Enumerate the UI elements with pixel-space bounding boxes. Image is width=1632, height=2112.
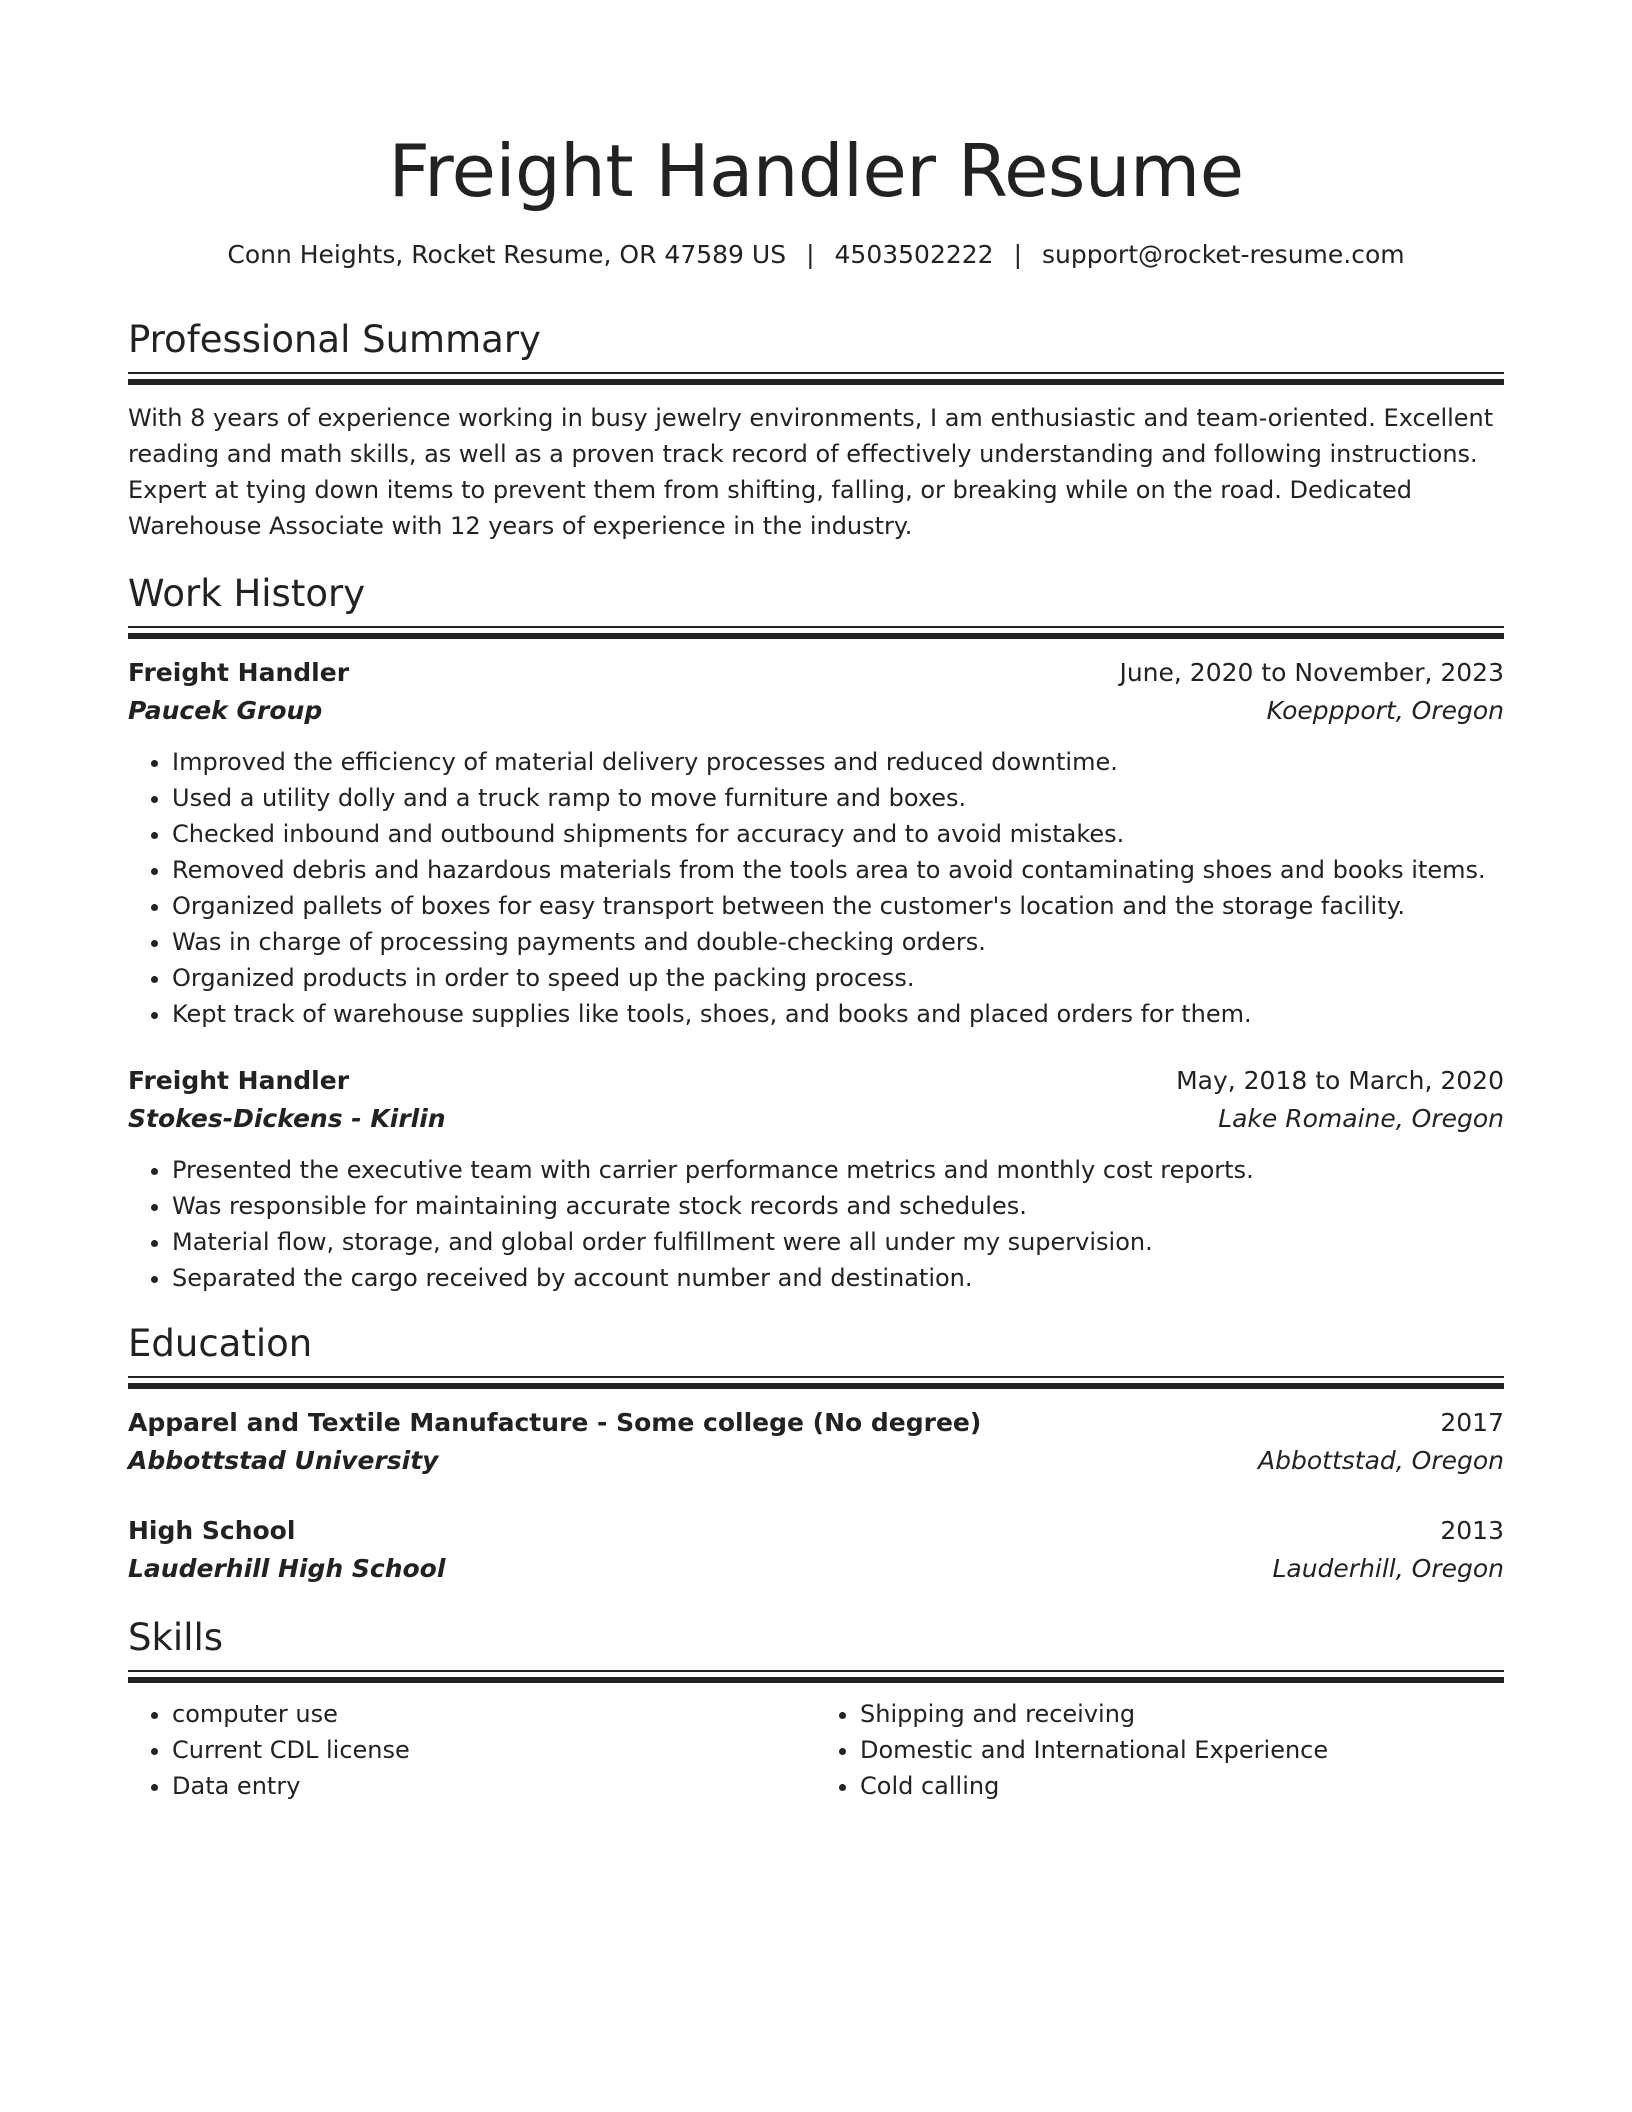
education-header-row bbox=[128, 1404, 1504, 1442]
summary-text: With 8 years of experience working in busy jewelry environments, I am enthusiastic and team-oriented. Excellent reading and math skills, as well as a proven track record of effectively understanding and following instructions. Expert at tying down items to prevent them from shifting, falling, or breaking while on the road. Dedicated Warehouse Associate with 12 years of experience in the industry. bbox=[128, 404, 1494, 540]
job-duties-list bbox=[128, 744, 1504, 1032]
work-history-section bbox=[128, 570, 1504, 1296]
job-dates: June, 2020 to November, 2023 bbox=[1119, 658, 1504, 687]
list-item: • Organized pallets of boxes for easy transport between the customer's location and the storage facility. bbox=[172, 888, 1504, 924]
section-divider bbox=[128, 372, 1504, 388]
education-header-row bbox=[128, 1512, 1504, 1550]
education-location: Lauderhill, Oregon bbox=[1272, 1554, 1504, 1583]
list-item: • Domestic and International Experience bbox=[860, 1732, 1504, 1768]
job-entry bbox=[128, 1062, 1504, 1296]
list-item: • Checked inbound and outbound shipments for accuracy and to avoid mistakes. bbox=[172, 816, 1504, 852]
skills-list-right bbox=[816, 1696, 1504, 1804]
education-degree: Apparel and Textile Manufacture - Some college (No degree) bbox=[128, 1408, 982, 1437]
education-school-row bbox=[128, 1550, 1504, 1588]
education-degree: High School bbox=[128, 1516, 296, 1545]
list-item: • Organized products in order to speed up the packing process. bbox=[172, 960, 1504, 996]
list-item: • Current CDL license bbox=[172, 1732, 816, 1768]
resume-page bbox=[128, 0, 1504, 1804]
summary-heading: Professional Summary bbox=[128, 318, 541, 361]
job-duties-list bbox=[128, 1152, 1504, 1296]
resume-title: Freight Handler Resume bbox=[388, 129, 1244, 213]
job-header-row bbox=[128, 654, 1504, 692]
list-item: • Data entry bbox=[172, 1768, 816, 1804]
education-entry bbox=[128, 1512, 1504, 1588]
list-item: • Was responsible for maintaining accurate stock records and schedules. bbox=[172, 1188, 1504, 1224]
job-company-row bbox=[128, 1100, 1504, 1138]
skills-heading: Skills bbox=[128, 1616, 224, 1659]
contact-address: Conn Heights, Rocket Resume, OR 47589 US bbox=[227, 240, 787, 269]
job-location: Koeppport, Oregon bbox=[1266, 696, 1504, 725]
education-location: Abbottstad, Oregon bbox=[1258, 1446, 1504, 1475]
education-heading: Education bbox=[128, 1322, 313, 1365]
skills-columns bbox=[128, 1696, 1504, 1804]
contact-separator: | bbox=[806, 240, 815, 269]
list-item: • Shipping and receiving bbox=[860, 1696, 1504, 1732]
summary-section bbox=[128, 316, 1504, 544]
contact-phone: 4503502222 bbox=[834, 240, 994, 269]
list-item: • Presented the executive team with carrier performance metrics and monthly cost reports. bbox=[172, 1152, 1504, 1188]
list-item: • Removed debris and hazardous materials from the tools area to avoid contaminating shoes and books items. bbox=[172, 852, 1504, 888]
list-item: • Separated the cargo received by account number and destination. bbox=[172, 1260, 1504, 1296]
education-school-row bbox=[128, 1442, 1504, 1480]
list-item: • Material flow, storage, and global order fulfillment were all under my supervision. bbox=[172, 1224, 1504, 1260]
education-year: 2013 bbox=[1440, 1516, 1504, 1545]
job-title: Freight Handler bbox=[128, 1066, 350, 1095]
skills-list-left bbox=[128, 1696, 816, 1804]
education-section bbox=[128, 1320, 1504, 1588]
skills-section bbox=[128, 1614, 1504, 1804]
list-item: • Kept track of warehouse supplies like tools, shoes, and books and placed orders for them. bbox=[172, 996, 1504, 1032]
list-item: • computer use bbox=[172, 1696, 816, 1732]
job-header-row bbox=[128, 1062, 1504, 1100]
job-company: Stokes-Dickens - Kirlin bbox=[128, 1104, 446, 1133]
education-year: 2017 bbox=[1440, 1408, 1504, 1437]
education-school: Abbottstad University bbox=[128, 1446, 439, 1475]
contact-line bbox=[128, 238, 1504, 272]
section-divider bbox=[128, 1376, 1504, 1392]
work-history-heading: Work History bbox=[128, 572, 366, 615]
job-entry bbox=[128, 654, 1504, 1032]
job-location: Lake Romaine, Oregon bbox=[1218, 1104, 1504, 1133]
section-divider bbox=[128, 1670, 1504, 1686]
list-item: • Improved the efficiency of material delivery processes and reduced downtime. bbox=[172, 744, 1504, 780]
list-item: • Used a utility dolly and a truck ramp to move furniture and boxes. bbox=[172, 780, 1504, 816]
education-entry bbox=[128, 1404, 1504, 1480]
job-dates: May, 2018 to March, 2020 bbox=[1176, 1066, 1504, 1095]
list-item: • Cold calling bbox=[860, 1768, 1504, 1804]
job-company: Paucek Group bbox=[128, 696, 323, 725]
job-title: Freight Handler bbox=[128, 658, 350, 687]
job-company-row bbox=[128, 692, 1504, 730]
list-item: • Was in charge of processing payments and double-checking orders. bbox=[172, 924, 1504, 960]
contact-email: support@rocket-resume.com bbox=[1042, 240, 1405, 269]
section-divider bbox=[128, 626, 1504, 642]
contact-separator: | bbox=[1013, 240, 1023, 269]
education-school: Lauderhill High School bbox=[128, 1554, 446, 1583]
